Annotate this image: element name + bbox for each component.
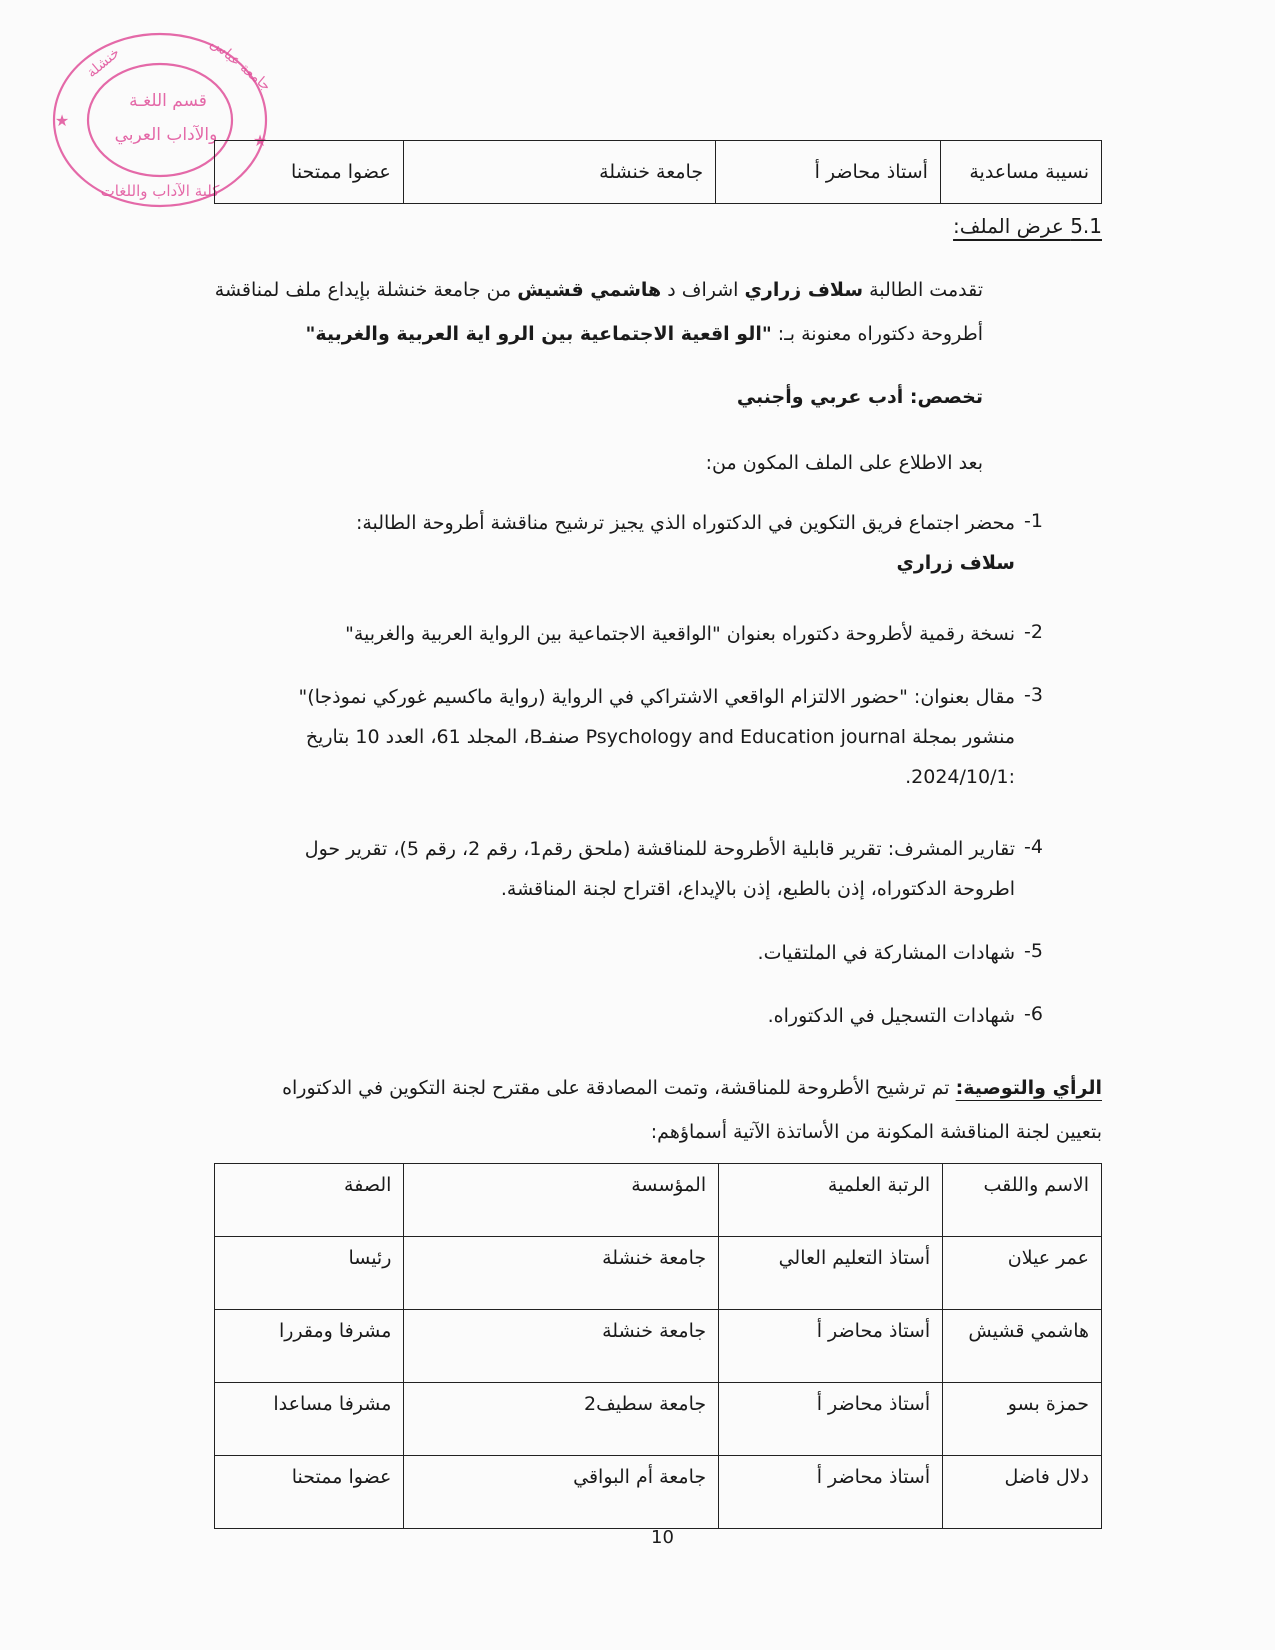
table-cell: جامعة سطيف2 — [404, 1383, 719, 1456]
item-text: شهادات المشاركة في الملتقيات. — [757, 942, 1015, 964]
top-committee-table — [214, 140, 1102, 204]
table-cell: عضوا ممتحنا — [215, 1456, 404, 1529]
column-header: الصفة — [215, 1164, 404, 1237]
list-item — [255, 503, 1015, 583]
table-cell: جامعة أم البواقي — [404, 1456, 719, 1529]
table-cell: دلال فاضل — [943, 1456, 1102, 1529]
table-cell: أستاذ محاضر أ — [719, 1310, 943, 1383]
table-cell: جامعة خنشلة — [403, 141, 715, 204]
intro-paragraph — [193, 268, 983, 356]
after-review: بعد الاطلاع على الملف المكون من: — [705, 452, 983, 474]
recommendation-text: بتعيين لجنة المناقشة المكونة من الأساتذة الآتية أسماؤهم: — [650, 1121, 1102, 1143]
item-text: تقارير المشرف: تقرير قابلية الأطروحة للمناقشة (ملحق رقم1، رقم 2، رقم 5)، تقرير حول — [304, 838, 1015, 860]
column-header: الاسم واللقب — [943, 1164, 1102, 1237]
svg-text:★: ★ — [54, 111, 70, 130]
column-header: المؤسسة — [404, 1164, 719, 1237]
item-text: اطروحة الدكتوراه، إذن بالطبع، إذن بالإيداع، اقتراح لجنة المناقشة. — [500, 878, 1015, 900]
item-number: -5 — [1024, 940, 1043, 962]
committee-table — [214, 1163, 1102, 1529]
item-number: -2 — [1024, 621, 1043, 643]
page-number: 10 — [651, 1527, 674, 1548]
table-row — [215, 141, 1102, 204]
table-row — [215, 1383, 1102, 1456]
list-item — [255, 996, 1015, 1036]
svg-text:كلية الآداب واللغات: كلية الآداب واللغات — [100, 182, 220, 200]
table-cell: نسيبة مساعدية — [940, 141, 1101, 204]
table-cell: أستاذ محاضر أ — [716, 141, 941, 204]
item-text: محضر اجتماع فريق التكوين في الدكتوراه الذي يجيز ترشيح مناقشة أطروحة الطالبة: — [355, 512, 1015, 534]
table-cell: أستاذ التعليم العالي — [719, 1237, 943, 1310]
student-name: سلاف زراري — [744, 279, 864, 301]
item-text: سلاف زراري — [896, 552, 1015, 574]
list-item — [240, 677, 1015, 797]
table-cell: مشرفا ومقررا — [215, 1310, 404, 1383]
recommendation — [212, 1066, 1102, 1154]
item-number: -1 — [1024, 510, 1043, 532]
table-cell: رئيسا — [215, 1237, 404, 1310]
item-text: مقال بعنوان: "حضور الالتزام الواقعي الاشتراكي في الرواية (رواية ماكسيم غوركي نموذجا)" — [298, 686, 1015, 708]
intro-part3: من جامعة خنشلة بإيداع ملف لمناقشة — [214, 279, 512, 301]
item-text: شهادات التسجيل في الدكتوراه. — [767, 1005, 1015, 1027]
table-cell: مشرفا مساعدا — [215, 1383, 404, 1456]
table-row — [215, 1310, 1102, 1383]
supervisor-name: هاشمي قشيش — [517, 279, 662, 301]
column-header: الرتبة العلمية — [719, 1164, 943, 1237]
item-text: نسخة رقمية لأطروحة دكتوراه بعنوان "الواقعية الاجتماعية بين الرواية العربية والغربية" — [345, 623, 1015, 645]
item-number: -3 — [1024, 684, 1043, 706]
item-text: :2024/10/1. — [905, 766, 1015, 788]
list-item — [255, 933, 1015, 973]
svg-text:★: ★ — [252, 131, 268, 150]
specialty: تخصص: أدب عربي وأجنبي — [736, 386, 983, 408]
table-cell: حمزة بسو — [943, 1383, 1102, 1456]
svg-text:خنشلة: خنشلة — [83, 44, 123, 82]
intro-part2: اشراف د — [667, 279, 739, 301]
svg-text:والآداب العربي: والآداب العربي — [114, 125, 218, 145]
recommendation-text: تم ترشيح الأطروحة للمناقشة، وتمت المصادقة على مقترح لجنة التكوين في الدكتوراه — [282, 1077, 950, 1099]
table-cell: جامعة خنشلة — [404, 1237, 719, 1310]
svg-text:قسم اللغـة: قسم اللغـة — [129, 91, 207, 111]
table-cell: جامعة خنشلة — [404, 1310, 719, 1383]
table-cell: هاشمي قشيش — [943, 1310, 1102, 1383]
item-number: -4 — [1024, 836, 1043, 858]
table-cell: أستاذ محاضر أ — [719, 1456, 943, 1529]
table-header-row — [215, 1164, 1102, 1237]
table-row — [215, 1456, 1102, 1529]
table-cell: أستاذ محاضر أ — [719, 1383, 943, 1456]
intro-part1: تقدمت الطالبة — [869, 279, 983, 301]
section-title: 5.1 عرض الملف: — [953, 214, 1102, 238]
table-cell: عمر عيلان — [943, 1237, 1102, 1310]
table-cell: عضوا ممتحنا — [215, 141, 404, 204]
svg-text:جامعة عباس: جامعة عباس — [207, 35, 274, 95]
item-text: منشور بمجلة Psychology and Education journal صنفـB، المجلد 61، العدد 10 بتاريخ — [305, 726, 1015, 748]
intro-line2-prefix: أطروحة دكتوراه معنونة بـ: — [777, 323, 983, 345]
recommendation-label: الرأي والتوصية: — [955, 1077, 1102, 1099]
thesis-title: "الو اقعية الاجتماعية بين الرو اية العربية والغربية" — [305, 323, 772, 345]
list-item — [240, 829, 1015, 909]
item-number: -6 — [1024, 1003, 1043, 1025]
table-row — [215, 1237, 1102, 1310]
list-item — [255, 614, 1015, 654]
